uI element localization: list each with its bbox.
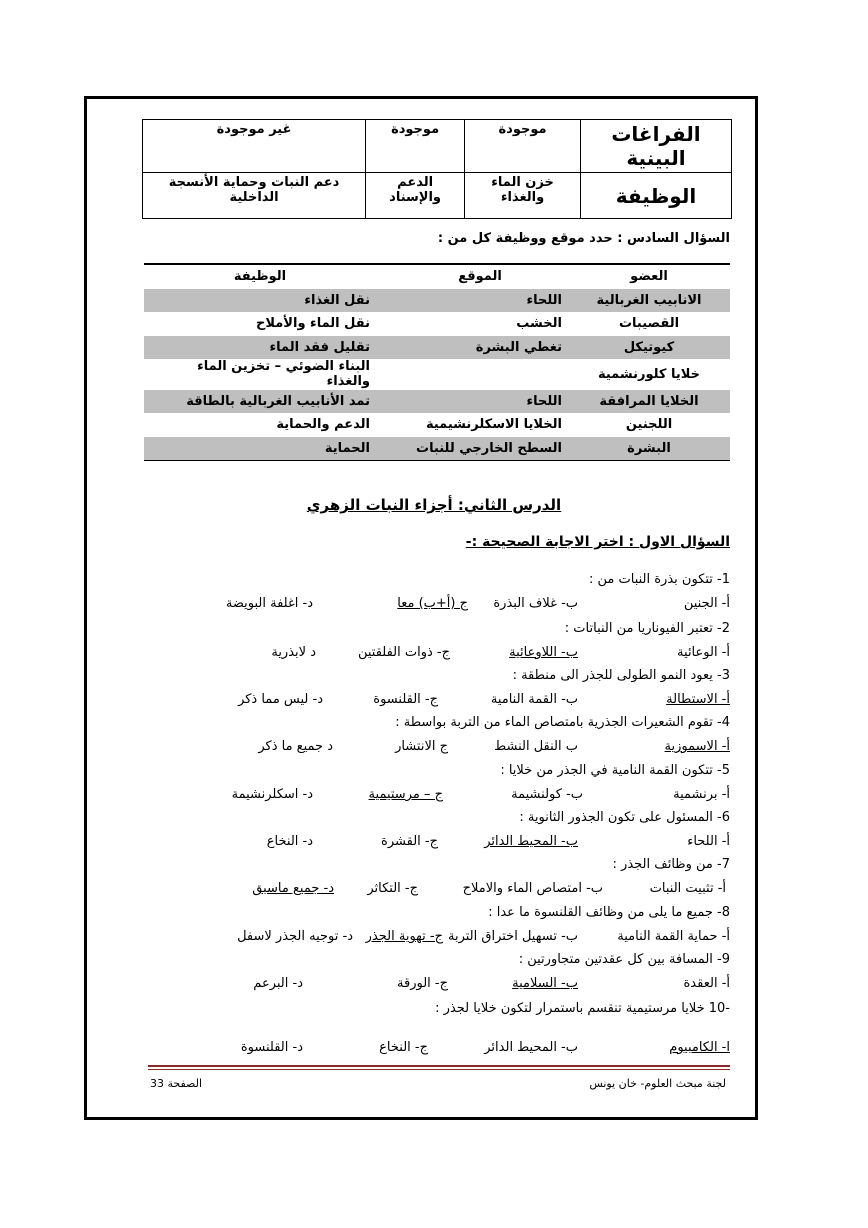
table-row bbox=[144, 413, 730, 437]
option-b: ب- كولنشيمة bbox=[511, 787, 583, 802]
option-d: د- اغلفة البويضة bbox=[225, 596, 313, 611]
organ: الانابيب الغربالية bbox=[568, 289, 730, 313]
cell: موجودة bbox=[366, 120, 465, 173]
option-c: ج الانتشار bbox=[395, 739, 448, 754]
option-a: ا- الكامبيوم bbox=[669, 1040, 730, 1055]
option-c: ج- النخاع bbox=[379, 1040, 428, 1055]
option-c: ج – مرستيمية bbox=[368, 787, 443, 802]
location: الخشب bbox=[516, 316, 562, 331]
table-row bbox=[144, 359, 730, 390]
question-1-title: السؤال الاول : اختر الاجابة الصحيحة :- bbox=[465, 534, 730, 550]
header-cell: العضو bbox=[630, 269, 668, 284]
option-c: ج- تهوية الجذر bbox=[365, 929, 443, 944]
row-label: الفراغات البينية bbox=[581, 120, 732, 173]
function: نقل الماء والأملاح bbox=[256, 316, 370, 331]
cell: دعم النبات وحماية الأنسجة الداخلية bbox=[143, 173, 366, 219]
location: اللحاء bbox=[392, 289, 568, 313]
option-a: أ- الوعائية bbox=[677, 645, 730, 660]
option-c: ج- ذوات الفلقتين bbox=[357, 645, 450, 660]
option-a: أ- الاسموزية bbox=[664, 739, 730, 754]
location bbox=[392, 359, 568, 390]
question-stem: 6- المسئول على تكون الجذور الثانوية : bbox=[519, 810, 730, 825]
option-b: ب- السلامية bbox=[512, 976, 578, 991]
option-b: ب- المحيط الدائر bbox=[484, 834, 578, 849]
option-a: أ- حماية القمة النامية bbox=[617, 929, 730, 944]
lesson-title: الدرس الثاني: أجزاء النبات الزهري bbox=[306, 496, 562, 514]
option-d: د- توجيه الجذر لاسفل bbox=[237, 929, 353, 944]
option-d: د- ليس مما ذكر bbox=[238, 692, 323, 707]
option-c: ج- القشرة bbox=[381, 834, 438, 849]
organ: كيوتيكل bbox=[568, 336, 730, 360]
function: البناء الضوئي – تخزين الماء والغذاء bbox=[197, 359, 370, 389]
location: الخلايا الاسكلرنشيمية bbox=[425, 417, 562, 432]
option-d: د- جميع ماسبق bbox=[252, 881, 334, 896]
organ: الخلايا المرافقة bbox=[568, 390, 730, 414]
option-d: د- البرعم bbox=[253, 976, 303, 991]
option-a: أ- الاستطالة bbox=[666, 692, 730, 707]
option-a: أ- تثبيت النبات bbox=[649, 881, 726, 896]
row-label: الوظيفة bbox=[581, 173, 732, 219]
location: تغطي البشرة bbox=[392, 336, 568, 360]
location: السطح الخارجي للنبات bbox=[392, 437, 568, 461]
question-6-title: السؤال السادس : حدد موقع ووظيفة كل من : bbox=[437, 231, 730, 246]
option-d: د- القلنسوة bbox=[240, 1040, 303, 1055]
option-b: ب- المحيط الدائر bbox=[484, 1040, 578, 1055]
location: اللحاء bbox=[392, 390, 568, 414]
question-stem: 3- يعود النمو الطولى للجذر الى منطقة : bbox=[512, 668, 730, 683]
question-stem: 8- جميع ما يلى من وظائف القلنسوة ما عدا : bbox=[488, 905, 730, 920]
option-a: أ- العقدة bbox=[683, 976, 730, 991]
option-b: ب- امتصاص الماء والاملاح bbox=[462, 881, 603, 896]
option-c: ج- القلنسوة bbox=[373, 692, 438, 707]
page-number: الصفحة 33 bbox=[150, 1077, 203, 1090]
option-d: د- النخاع bbox=[266, 834, 313, 849]
organ: خلايا كلورنشمية bbox=[597, 366, 701, 382]
table-row bbox=[144, 390, 730, 414]
cell: الدعم والإسناد bbox=[366, 173, 465, 219]
organ: القصيبات bbox=[618, 316, 680, 331]
header-cell: الوظيفة bbox=[233, 269, 287, 284]
function: نقل الغذاء bbox=[144, 289, 392, 313]
intercellular-table bbox=[142, 119, 732, 219]
cell: خزن الماء والغذاء bbox=[465, 173, 581, 219]
cell: غير موجودة bbox=[143, 120, 366, 173]
function: الدعم والحماية bbox=[276, 417, 370, 432]
question-stem: 5- تتكون القمة النامية في الجذر من خلايا : bbox=[500, 763, 730, 778]
option-d: د لابذرية bbox=[271, 645, 316, 660]
table-row bbox=[144, 336, 730, 360]
option-c: ج- الورقة bbox=[397, 976, 448, 991]
question-stem: -10 خلايا مرستيمية تنقسم باستمرار لتكون خلايا لجذر : bbox=[435, 1001, 730, 1016]
organ-table bbox=[144, 263, 730, 461]
question-stem: 1- تتكون بذرة النبات من : bbox=[588, 572, 730, 587]
question-stem: 9- المسافة بين كل عقدتين متجاورتين : bbox=[518, 952, 730, 967]
function: تقليل فقد الماء bbox=[144, 336, 392, 360]
footer-rule bbox=[148, 1069, 730, 1070]
option-b: ب- تسهيل اختراق التربة bbox=[448, 929, 578, 944]
table-row bbox=[144, 437, 730, 461]
option-a: أ- الجنين bbox=[683, 596, 730, 611]
organ: اللجنين bbox=[625, 417, 673, 432]
header-cell: الموقع bbox=[458, 269, 502, 284]
option-b: ب- غلاف البذرة bbox=[493, 596, 578, 611]
option-d: د- اسكلرنشيمة bbox=[231, 787, 313, 802]
table-row bbox=[144, 289, 730, 313]
option-a: أ- اللحاء bbox=[687, 834, 730, 849]
question-stem: 4- تقوم الشعيرات الجذرية بامتصاص الماء من التربة بواسطة : bbox=[395, 715, 730, 730]
question-stem: 2- تعتبر الفيوناريا من النباتات : bbox=[564, 621, 730, 636]
cell: موجودة bbox=[465, 120, 581, 173]
option-c: ج- التكاثر bbox=[367, 881, 418, 896]
option-b: ب- اللاوعائية bbox=[509, 645, 578, 660]
option-a: أ- برنشمية bbox=[673, 787, 730, 802]
organ: البشرة bbox=[568, 437, 730, 461]
option-b: ب- القمة النامية bbox=[490, 692, 578, 707]
footer-rule bbox=[148, 1065, 730, 1067]
option-d: د جميع ما ذكر bbox=[258, 739, 333, 754]
table-row bbox=[144, 312, 730, 336]
function: تمد الأنابيب الغربالية بالطاقة bbox=[144, 390, 392, 414]
option-b: ب النقل النشط bbox=[494, 739, 578, 754]
option-c: ج (أ+ب) معا bbox=[397, 596, 468, 611]
question-stem: 7- من وظائف الجذر : bbox=[612, 857, 730, 872]
function: الحماية bbox=[144, 437, 392, 461]
footer-committee: لجنة مبحث العلوم- خان يونس bbox=[589, 1077, 726, 1090]
